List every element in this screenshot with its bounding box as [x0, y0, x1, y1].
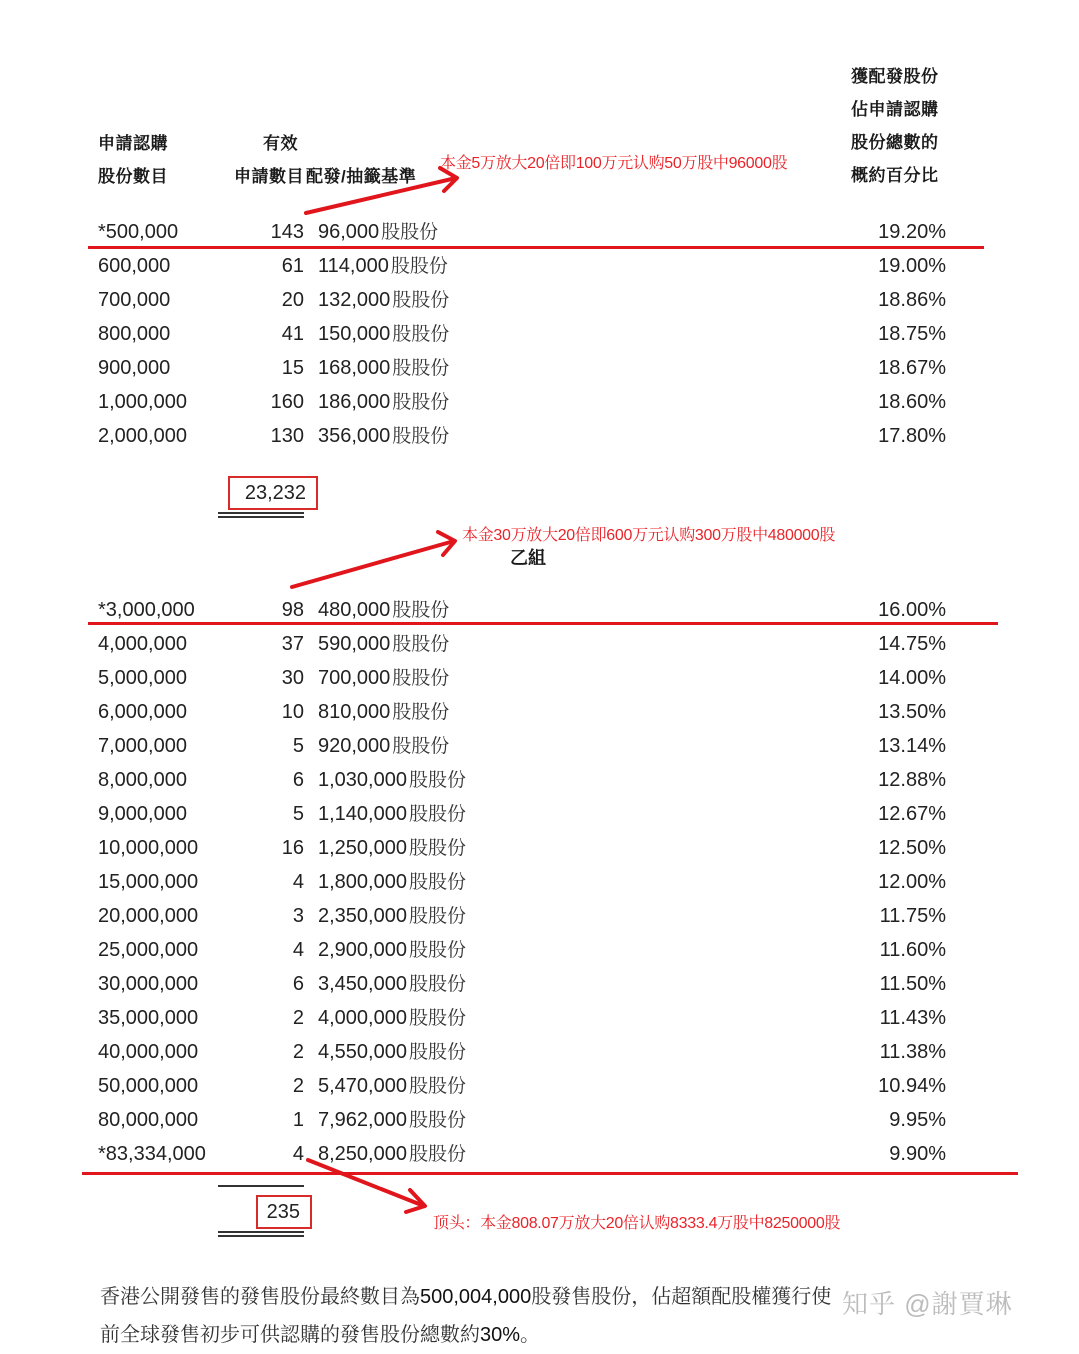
watermark: 知乎 @謝賈琳	[842, 1289, 1013, 1319]
valid-applications: 20	[281, 289, 304, 311]
applied-shares: 600,000	[98, 255, 171, 277]
valid-applications: 2	[292, 1041, 304, 1063]
applied-shares: 8,000,000	[98, 769, 187, 791]
footer-line-1: 香港公開發售的發售股份最終數目為500,004,000股發售股份，佔超額配股權獲行使	[100, 1286, 832, 1308]
approx-percentage: 9.95%	[889, 1109, 946, 1131]
allocation-basis: 1,800,000 股股份	[318, 871, 466, 893]
approx-percentage: 11.75%	[879, 905, 946, 927]
annotation-second: 本金30万放大20倍即600万元认购300万股中480000股	[462, 527, 836, 544]
approx-percentage: 11.38%	[879, 1041, 946, 1063]
allocation-basis: 96,000 股股份	[318, 221, 439, 243]
applied-shares: 800,000	[98, 323, 171, 345]
allocation-basis: 810,000 股股份	[318, 701, 450, 723]
applied-shares: 700,000	[98, 289, 171, 311]
valid-applications: 15	[281, 357, 304, 379]
approx-percentage: 19.00%	[878, 255, 946, 277]
applied-shares: *500,000	[98, 221, 179, 243]
approx-percentage: 18.75%	[878, 323, 946, 345]
allocation-basis: 480,000 股股份	[318, 599, 450, 621]
valid-applications: 37	[281, 633, 304, 655]
approx-percentage: 16.00%	[878, 599, 946, 621]
arrow-icon	[292, 532, 455, 587]
allocation-basis: 1,250,000 股股份	[318, 837, 466, 859]
applied-shares: 6,000,000	[98, 701, 187, 723]
allocation-basis: 150,000 股股份	[318, 323, 450, 345]
valid-applications: 4	[292, 1143, 304, 1165]
allocation-basis: 8,250,000 股股份	[318, 1143, 466, 1165]
applied-shares: 900,000	[98, 357, 171, 379]
valid-applications: 5	[292, 735, 304, 757]
applied-shares: 5,000,000	[98, 667, 187, 689]
approx-percentage: 14.75%	[878, 633, 946, 655]
allocation-basis: 4,000,000 股股份	[318, 1007, 466, 1029]
valid-applications: 1	[292, 1109, 304, 1131]
allocation-basis: 168,000 股股份	[318, 357, 450, 379]
approx-percentage: 9.90%	[889, 1143, 946, 1165]
valid-applications: 3	[292, 905, 304, 927]
valid-applications: 6	[292, 973, 304, 995]
valid-applications: 5	[292, 803, 304, 825]
valid-applications: 10	[281, 701, 304, 723]
valid-applications: 143	[270, 221, 304, 243]
valid-applications: 61	[281, 255, 304, 277]
header-allocation-basis: 配發/抽籤基準	[306, 167, 417, 186]
allocation-basis: 700,000 股股份	[318, 667, 450, 689]
valid-applications: 2	[292, 1007, 304, 1029]
applied-shares: 10,000,000	[98, 837, 199, 859]
applied-shares: 25,000,000	[98, 939, 199, 961]
arrow-icon	[308, 1160, 425, 1212]
approx-percentage: 12.50%	[878, 837, 946, 859]
valid-applications: 4	[292, 871, 304, 893]
applied-shares: *83,334,000	[98, 1143, 206, 1165]
approx-percentage: 13.14%	[878, 735, 946, 757]
applied-shares: 40,000,000	[98, 1041, 199, 1063]
approx-percentage: 11.60%	[879, 939, 946, 961]
applied-shares: 7,000,000	[98, 735, 187, 757]
header-approx-percentage: 獲配發股份 佔申請認購 股份總數的 概約百分比	[851, 67, 939, 185]
header-applied-shares: 申請認購 股份數目	[98, 134, 168, 186]
approx-percentage: 18.60%	[878, 391, 946, 413]
approx-percentage: 12.88%	[878, 769, 946, 791]
allocation-basis: 186,000 股股份	[318, 391, 450, 413]
applied-shares: 20,000,000	[98, 905, 199, 927]
allocation-basis: 7,962,000 股股份	[318, 1109, 466, 1131]
approx-percentage: 18.67%	[878, 357, 946, 379]
valid-applications: 6	[292, 769, 304, 791]
approx-percentage: 11.50%	[879, 973, 946, 995]
applied-shares: 9,000,000	[98, 803, 187, 825]
annotation-first: 本金5万放大20倍即100万元认购50万股中96000股	[440, 155, 788, 172]
group-b-total: 235	[256, 1195, 312, 1229]
applied-shares: 15,000,000	[98, 871, 199, 893]
valid-applications: 98	[281, 599, 304, 621]
allocation-basis: 356,000 股股份	[318, 425, 450, 447]
approx-percentage: 14.00%	[878, 667, 946, 689]
approx-percentage: 13.50%	[878, 701, 946, 723]
allocation-basis: 2,900,000 股股份	[318, 939, 466, 961]
allocation-basis: 920,000 股股份	[318, 735, 450, 757]
allocation-basis: 114,000 股股份	[318, 255, 448, 277]
group-b-label: 乙組	[510, 548, 546, 568]
allocation-basis: 3,450,000 股股份	[318, 973, 466, 995]
valid-applications: 4	[292, 939, 304, 961]
applied-shares: 30,000,000	[98, 973, 199, 995]
applied-shares: 4,000,000	[98, 633, 187, 655]
applied-shares: 35,000,000	[98, 1007, 199, 1029]
footer-line-2: 前全球發售初步可供認購的發售股份總數約30%。	[100, 1324, 541, 1346]
approx-percentage: 11.43%	[879, 1007, 946, 1029]
valid-applications: 41	[281, 323, 304, 345]
valid-applications: 130	[270, 425, 304, 447]
allocation-basis: 2,350,000 股股份	[318, 905, 466, 927]
applied-shares: 50,000,000	[98, 1075, 199, 1097]
arrow-icon	[306, 168, 457, 213]
applied-shares: *3,000,000	[98, 599, 195, 621]
allocation-basis: 1,140,000 股股份	[318, 803, 466, 825]
approx-percentage: 12.00%	[878, 871, 946, 893]
applied-shares: 2,000,000	[98, 425, 187, 447]
allocation-basis: 5,470,000 股股份	[318, 1075, 466, 1097]
approx-percentage: 12.67%	[878, 803, 946, 825]
valid-applications: 160	[270, 391, 304, 413]
header-valid-applications: 有效 申請數目	[234, 134, 304, 186]
approx-percentage: 19.20%	[878, 221, 946, 243]
group-a-total: 23,232	[228, 476, 318, 510]
valid-applications: 16	[281, 837, 304, 859]
valid-applications: 2	[292, 1075, 304, 1097]
allocation-basis: 4,550,000 股股份	[318, 1041, 466, 1063]
annotation-third: 顶头：本金808.07万放大20倍认购8333.4万股中8250000股	[433, 1215, 841, 1232]
allocation-basis: 590,000 股股份	[318, 633, 450, 655]
allocation-basis: 132,000 股股份	[318, 289, 450, 311]
applied-shares: 80,000,000	[98, 1109, 199, 1131]
applied-shares: 1,000,000	[98, 391, 187, 413]
allocation-basis: 1,030,000 股股份	[318, 769, 466, 791]
approx-percentage: 10.94%	[878, 1075, 946, 1097]
approx-percentage: 17.80%	[878, 425, 946, 447]
approx-percentage: 18.86%	[878, 289, 946, 311]
valid-applications: 30	[281, 667, 304, 689]
